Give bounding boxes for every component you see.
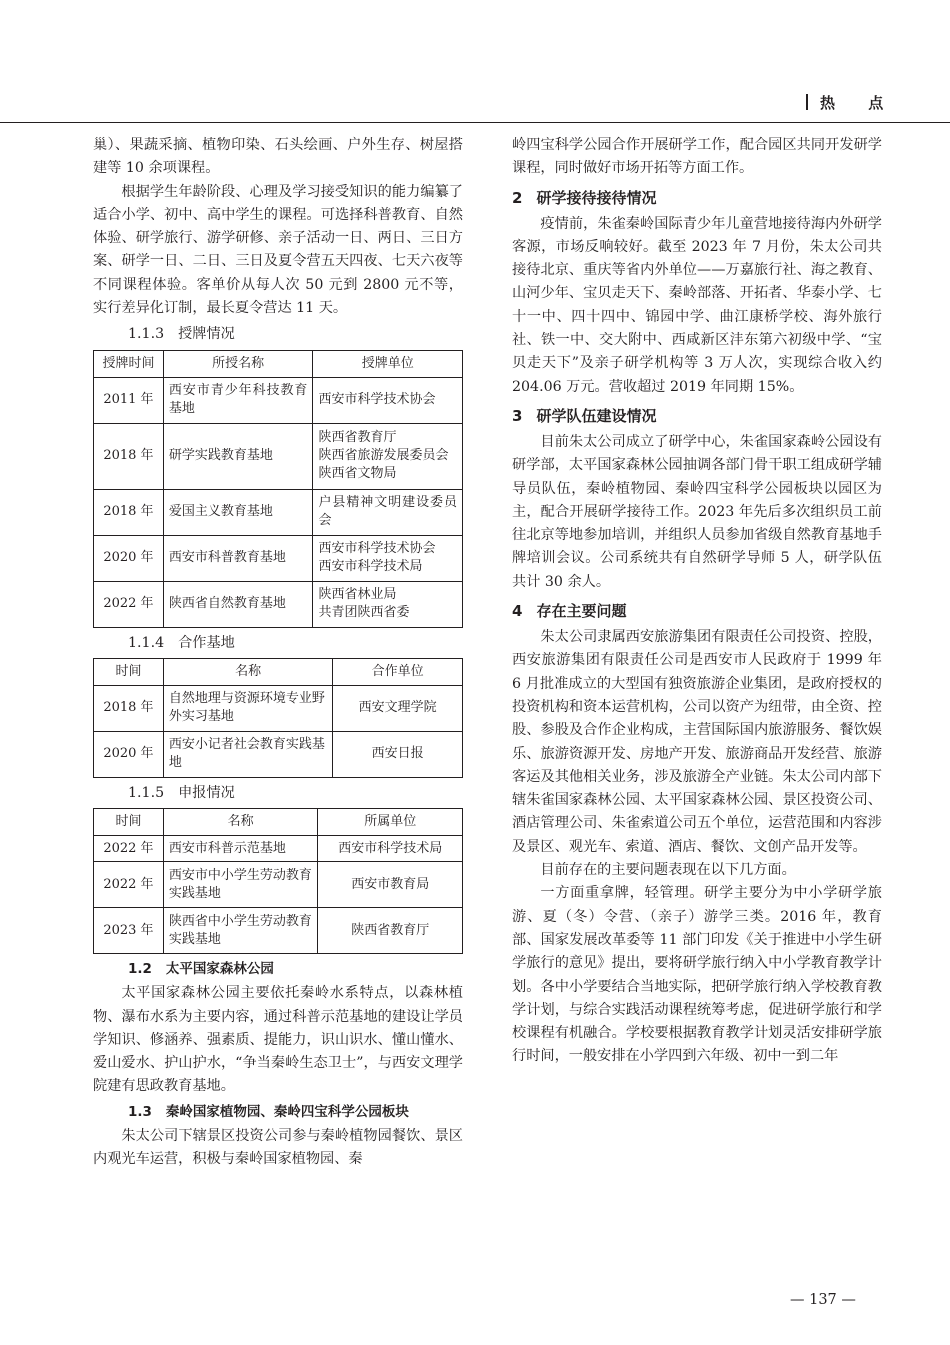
section-heading: 1.2 太平国家森林公园	[128, 961, 274, 978]
table-cell: 西安文理学院	[333, 685, 463, 731]
running-head-text: 热 点	[820, 94, 898, 112]
table-cell: 西安市青少年科技教育基地	[163, 377, 313, 423]
table-row	[94, 423, 463, 489]
table-row	[94, 731, 463, 777]
table-cell: 西安市科普教育基地	[163, 535, 313, 581]
table-header-row	[94, 809, 463, 836]
table-header: 所授名称	[163, 350, 313, 377]
paragraph: 岭四宝科学公园合作开展研学工作，配合园区共同开发研学课程，同时做好市场开拓等方面工作。	[512, 137, 882, 177]
table-row	[94, 535, 463, 581]
table-header: 授牌时间	[94, 350, 164, 377]
table-row	[94, 862, 463, 908]
paragraph: 太平国家森林公园主要依托秦岭水系特点，以森林植物、瀑布水系为主要内容，通过科普示范基地的建设让学员学知识、修涵养、强素质、提能力，识山识水、懂山懂水、爱山爱水、护山护水，“争当秦岭生态卫士”，与西安文理学院建有思政教育基地。	[93, 985, 463, 1095]
paragraph: 朱太公司下辖景区投资公司参与秦岭植物园餐饮、景区内观光车运营，积极与秦岭国家植物园、秦	[93, 1127, 463, 1168]
table-header: 时间	[94, 658, 164, 685]
table-cell: 2022 年	[94, 862, 164, 908]
table-cell: 2022 年	[94, 581, 164, 627]
table-cell: 2022 年	[94, 836, 164, 862]
table-cell: 2018 年	[94, 489, 164, 535]
table-cell: 西安市科普示范基地	[163, 836, 318, 862]
table-row	[94, 685, 463, 731]
award-table	[93, 350, 463, 628]
table-cell: 户县精神文明建设委员会	[313, 489, 463, 535]
subsection-heading: 1.1.4 合作基地	[128, 634, 235, 651]
page-number: — 137 —	[790, 1292, 856, 1308]
table-row	[94, 581, 463, 627]
table-cell: 陕西省中小学生劳动教育实践基地	[163, 908, 318, 954]
table-cell: 西安市科学技术协会 西安市科学技术局	[313, 535, 463, 581]
table-header: 合作单位	[333, 658, 463, 685]
running-head	[806, 92, 897, 113]
table-header: 名称	[163, 809, 318, 836]
paragraph: 疫情前，朱雀秦岭国际青少年儿童营地接待海内外研学客源，市场反响较好。截至 2023 年 7 月份，朱太公司共接待北京、重庆等省内外单位——万嘉旅行社、海之教育、山河少年、宝贝走天下、秦岭部落、开拓者、华泰小学、七十一中、四十四中、锦园中学、曲江康桥学校、海外旅行社、铁一中、交大附中、西咸新区沣东第六初级中学、“宝贝走天下”及亲子研学机构等 3 万人次，实现综合收入约 204.06 万元。营收超过 2019 年同期 15%。	[512, 215, 882, 395]
table-cell: 2020 年	[94, 535, 164, 581]
section-heading: 1.3 秦岭国家植物园、秦岭四宝科学公园板块	[128, 1103, 409, 1120]
subsection-heading: 1.1.5 申报情况	[128, 784, 235, 801]
table-cell: 自然地理与资源环境专业野外实习基地	[163, 685, 332, 731]
table-row	[94, 489, 463, 535]
section-heading: 3 研学队伍建设情况	[512, 406, 657, 425]
paragraph: 一方面重拿牌，轻管理。研学主要分为中小学研学旅游、夏（冬）令营、（亲子）游学三类。2016 年，教育部、国家发展改革委等 11 部门印发《关于推进中小学生研学旅行的意见》提出，要将研学旅行纳入中小学教育教学计划。各中小学要结合当地实际，把研学旅行纳入学校教育教学计划，与综合实践活动课程统筹考虑，促进研学旅行和学校课程有机融合。学校要根据教育教学计划灵活安排研学旅行时间，一般安排在小学四到六年级、初中一到二年	[512, 885, 882, 1065]
table-header-row	[94, 350, 463, 377]
table-header: 时间	[94, 809, 164, 836]
cooperation-table	[93, 658, 463, 778]
table-row	[94, 836, 463, 862]
table-cell: 西安市科学技术局	[318, 836, 463, 862]
table-cell: 西安日报	[333, 731, 463, 777]
left-column	[93, 134, 463, 1171]
table-row	[94, 908, 463, 954]
table-cell: 2018 年	[94, 423, 164, 489]
subsection-heading: 1.1.3 授牌情况	[128, 326, 235, 343]
table-cell: 西安市教育局	[318, 862, 463, 908]
paragraph: 巢）、果蔬采摘、植物印染、石头绘画、户外生存、树屋搭建等 10 余项课程。	[93, 137, 463, 177]
table-cell: 陕西省教育厅 陕西省旅游发展委员会陕西省文物局	[313, 423, 463, 489]
table-cell: 研学实践教育基地	[163, 423, 313, 489]
table-cell: 2020 年	[94, 731, 164, 777]
table-header: 授牌单位	[313, 350, 463, 377]
table-cell: 陕西省教育厅	[318, 908, 463, 954]
table-cell: 陕西省林业局 共青团陕西省委	[313, 581, 463, 627]
table-cell: 西安小记者社会教育实践基地	[163, 731, 332, 777]
section-heading: 4 存在主要问题	[512, 602, 627, 621]
table-cell: 爱国主义教育基地	[163, 489, 313, 535]
application-table	[93, 808, 463, 954]
table-cell: 2018 年	[94, 685, 164, 731]
table-cell: 陕西省自然教育基地	[163, 581, 313, 627]
section-heading: 2 研学接待接待情况	[512, 188, 657, 207]
table-cell: 西安市中小学生劳动教育实践基地	[163, 862, 318, 908]
paragraph: 目前朱太公司成立了研学中心，朱雀国家森岭公园设有研学部，太平国家森林公园抽调各部门骨干职工组成研学辅导员队伍，秦岭植物园、秦岭四宝科学公园板块以园区为主，配合开展研学接待工作。2023 年先后多次组织员工前往北京等地参加培训，并组织人员参加省级自然教育基地手牌培训会议。公司系统共有自然研学导师 5 人，研学队伍共计 30 余人。	[512, 433, 882, 590]
table-cell: 西安市科学技术协会	[313, 377, 463, 423]
table-row	[94, 377, 463, 423]
table-header: 名称	[163, 658, 332, 685]
running-head-bar	[806, 94, 808, 110]
paragraph: 目前存在的主要问题表现在以下几方面。	[540, 862, 796, 879]
paragraph: 朱太公司隶属西安旅游集团有限责任公司投资、控股，西安旅游集团有限责任公司是西安市人民政府于 1999 年 6 月批准成立的大型国有独资旅游企业集团，是政府授权的投资机构和资本运营机构，公司以资产为纽带，由全资、控股、参股及合作企业构成，主营国际国内旅游服务、餐饮娱乐、旅游资源开发、房地产开发、旅游商品开发经营、旅游客运及其他相关业务，涉及旅游全产业链。朱太公司内部下辖朱雀国家森林公园、太平国家森林公园、景区投资公司、酒店管理公司、朱雀索道公司五个单位，运营范围和内容涉及景区、观光车、索道、酒店、餐饮、文创产品开发等。	[512, 629, 882, 855]
table-header-row	[94, 658, 463, 685]
table-cell: 2023 年	[94, 908, 164, 954]
table-header: 所属单位	[318, 809, 463, 836]
header-rule	[0, 122, 950, 123]
right-column	[512, 134, 882, 1069]
paragraph: 根据学生年龄阶段、心理及学习接受知识的能力编纂了适合小学、初中、高中学生的课程。可选择科普教育、自然体验、研学旅行、游学研修、亲子活动一日、两日、三日方案、研学一日、二日、三日及夏令营五天四夜、七天六夜等不同课程体验。客单价从每人次 50 元到 2800 元不等，实行差异化订制，最长夏令营达 11 天。	[93, 183, 463, 317]
table-cell: 2011 年	[94, 377, 164, 423]
